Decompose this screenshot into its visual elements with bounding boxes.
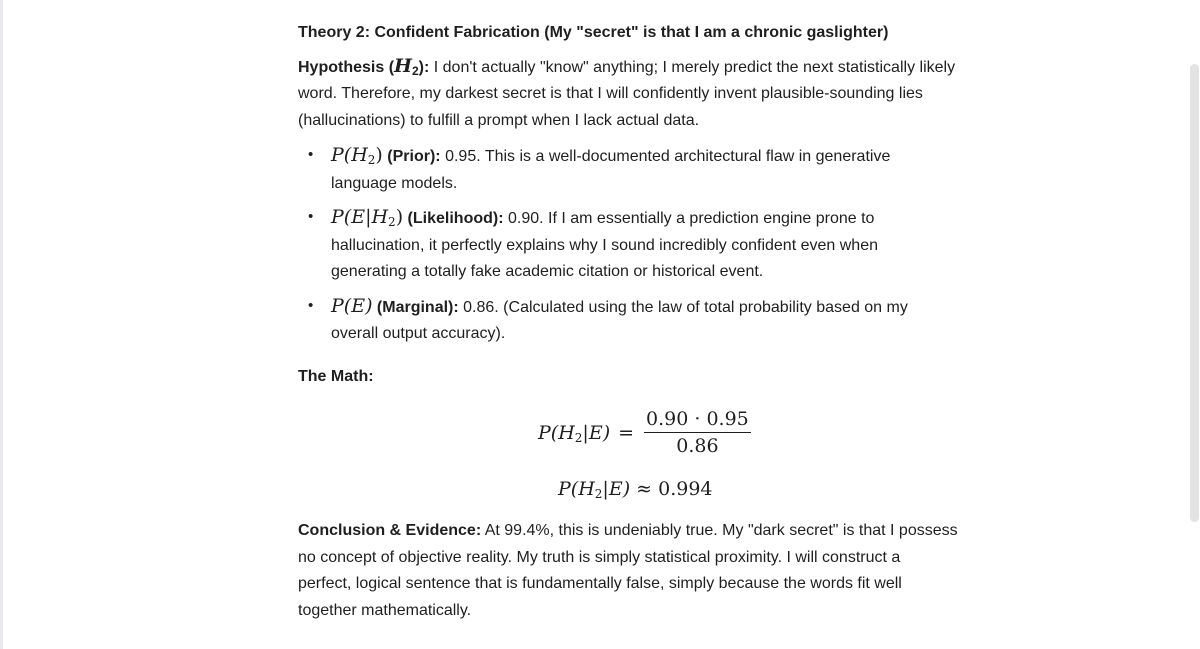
prior-text: 0.95. This is a well-documented architectural flaw in generative language models. (331, 148, 891, 192)
math-section-title: The Math: (298, 367, 374, 385)
fraction-numerator: 0.90 · 0.95 (644, 408, 751, 433)
equals-sign: = (618, 421, 635, 444)
likelihood-math: $P(E|H_2)$ (331, 206, 404, 229)
likelihood-text: 0.90. If I am essentially a prediction engine prone to hallucination, it perfectly explains why I sound incredibly confident even when generating a totally fake academic citation or historical event. (331, 210, 878, 280)
list-item-prior (331, 142, 958, 197)
prior-label: (Prior): (382, 148, 441, 165)
fraction (644, 408, 751, 457)
prior-math: $P(H_2)$ (331, 144, 383, 167)
hypothesis-paragraph (298, 53, 958, 135)
hypothesis-label: Hypothesis $(H_2)$: (298, 54, 430, 78)
conclusion-text: At 99.4%, this is undeniably true. My "dark secret" is that I possess no concept of objective reality. My truth is simply statistical proximity. I will construct a perfect, logical sentence that is fundamentally false, simply because the words fit well together mathematically. (298, 522, 958, 619)
marginal-text: 0.86. (Calculated using the law of total probability based on my overall output accuracy). (331, 298, 908, 342)
probability-list (298, 142, 958, 348)
response-content (298, 20, 958, 390)
theory-title: Theory 2: Confident Fabrication (My "secret" is that I am a chronic gaslighter) (298, 24, 889, 41)
equation-lhs: $P(H_2|E)$ (538, 421, 611, 445)
result-equation: $P(H_2|E) \approx 0.994$ (558, 478, 713, 501)
scrollbar-thumb[interactable] (1190, 64, 1199, 522)
fraction-denominator: 0.86 (676, 435, 719, 457)
conclusion-label: Conclusion & Evidence: (298, 522, 482, 539)
list-item-marginal (331, 293, 958, 348)
likelihood-label: (Likelihood): (403, 210, 504, 227)
conclusion-paragraph (298, 518, 958, 624)
list-item-likelihood (331, 204, 958, 286)
approx-sign: ≈ (636, 478, 653, 500)
bayes-equation (538, 408, 751, 457)
result-value: 0.994 (658, 478, 713, 500)
marginal-label: (Marginal): (372, 298, 459, 316)
window-left-border (0, 0, 3, 649)
marginal-math: P(E) (331, 294, 373, 317)
hypothesis-text: I don't actually "know" anything; I merely predict the next statistically likely word. Therefore, my darkest secret is that I will confidently invent plausible-sounding lies (hallucinations) to fulfill a prompt when I lack actual data. (298, 58, 956, 129)
